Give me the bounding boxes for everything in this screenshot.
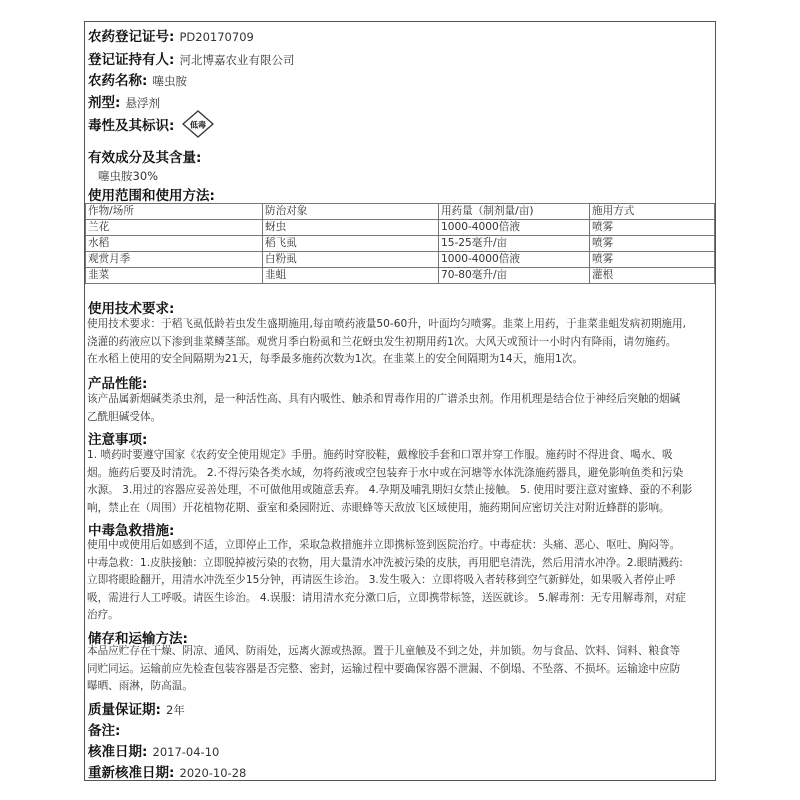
firstaid-text (87, 537, 713, 625)
text-line: 1. 喷药时要遵守国家《农药安全使用规定》手册。施药时穿胶鞋，戴橡胶手套和口罩并穿工作服。施药时不得进食、喝水、吸 (87, 449, 673, 461)
notes-row (88, 428, 712, 448)
warranty-value: 2年 (166, 703, 185, 717)
table-cell: 韭蛆 (263, 268, 439, 284)
ingredient-row (88, 146, 712, 166)
text-line: 水源。 3.用过的容器应妥善处理，不可做他用或随意丢弃。 4.孕期及哺乳期妇女禁止接触。 5. 使用时要注意对蜜蜂、蚕的不利影 (87, 484, 693, 497)
performance-text (87, 391, 713, 426)
table-cell: 韭菜 (86, 268, 263, 284)
reapproval-row (88, 761, 712, 781)
reapproval-date: 2020-10-28 (179, 766, 247, 780)
tech-label: 使用技术要求: (88, 301, 175, 317)
text-line: 立即将眼睑翻开，用清水冲洗至少15分钟，再请医生诊治。 3.发生吸入：立即将吸入者转移到空气新鲜处，如果吸入者停止呼 (87, 574, 676, 587)
table-cell: 喷雾 (590, 220, 715, 236)
text-line: 该产品属新烟碱类杀虫剂，是一种活性高、具有内吸性、触杀和胃毒作用的广谱杀虫剂。作用机理是结合位于神经后突触的烟碱 (87, 393, 681, 405)
table-row (86, 220, 715, 236)
table-cell: 蚜虫 (263, 220, 439, 236)
reg-no-value: PD20170709 (179, 30, 254, 44)
holder-row (88, 48, 712, 68)
tech-row (88, 297, 712, 317)
name-value: 噻虫胺 (152, 74, 187, 88)
reg-no-row (88, 25, 712, 45)
reg-no-label: 农药登记证号: (88, 29, 175, 45)
table-cell: 稻飞虱 (263, 236, 439, 252)
text-line: 治疗。 (87, 609, 119, 622)
form-value: 悬浮剂 (125, 96, 160, 110)
text-line: 使用中或使用后如感到不适，立即停止工作，采取急救措施并立即携标签到医院治疗。中毒症状：头痛、恶心、呕吐、胸闷等。 (87, 539, 681, 551)
remarks-label: 备注: (88, 723, 121, 739)
ingredient-value: 噻虫胺30% (98, 169, 159, 183)
text-line: 烟。施药后要及时清洗。 2.不得污染各类水域，勿将药液或空包装弃于水中或在河塘等水体洗涤施药器具，避免影响鱼类和污染 (87, 466, 684, 479)
table-cell: 1000-4000倍液 (439, 252, 590, 268)
table-cell: 1000-4000倍液 (439, 220, 590, 236)
toxicity-badge-text: 低毒 (190, 120, 206, 130)
notes-label: 注意事项: (88, 432, 148, 448)
firstaid-label: 中毒急救措施: (88, 523, 175, 539)
table-cell: 喷雾 (590, 236, 715, 252)
name-row (88, 69, 712, 89)
table-cell: 观赏月季 (86, 252, 263, 268)
text-line: 中毒急救：1.皮肤接触：立即脱掉被污染的衣物，用大量清水冲洗被污染的皮肤，再用肥皂清洗，然后用清水冲净。2.眼睛溅药: (87, 556, 683, 569)
toxicity-label: 毒性及其标识: (88, 118, 175, 134)
table-cell: 15-25毫升/亩 (439, 236, 590, 252)
performance-label: 产品性能: (88, 376, 148, 392)
warranty-label: 质量保证期: (88, 702, 161, 718)
text-line: 同贮同运。运输前应先检查包装容器是否完整、密封，运输过程中要确保容器不泄漏、不倒塌、不坠落、不损坏。运输途中应防 (87, 662, 681, 675)
ingredient-label: 有效成分及其含量: (88, 150, 202, 166)
approval-date: 2017-04-10 (152, 745, 220, 759)
approval-row (88, 740, 712, 760)
registration-document (84, 21, 716, 781)
remarks-row (88, 719, 712, 739)
usage-row (88, 184, 712, 204)
table-cell: 灌根 (590, 268, 715, 284)
table-cell: 水稻 (86, 236, 263, 252)
usage-label: 使用范围和使用方法: (88, 188, 215, 204)
ingredient-value-row (98, 165, 712, 184)
text-line: 使用技术要求：于稻飞虱低龄若虫发生盛期施用,每亩喷药液量50-60升，叶面均匀喷雾。韭菜上用药，于韭菜韭蛆发病初期施用, (87, 318, 686, 330)
holder-label: 登记证持有人: (88, 52, 175, 68)
reapproval-label: 重新核准日期: (88, 765, 175, 781)
notes-text (87, 447, 713, 517)
table-header-cell: 施用方式 (590, 204, 715, 220)
table-header-cell: 作物/场所 (86, 204, 263, 220)
table-header-cell: 用药量（制剂量/亩) (439, 204, 590, 220)
table-cell: 喷雾 (590, 252, 715, 268)
table-cell: 兰花 (86, 220, 263, 236)
table-row (86, 268, 715, 284)
usage-table (85, 203, 715, 284)
storage-text (87, 643, 713, 696)
table-row (86, 252, 715, 268)
tech-text (87, 316, 713, 369)
text-line: 吸，需进行人工呼吸。请医生诊治。 4.误服：请用清水充分漱口后，立即携带标签，送医就诊。 5.解毒剂：无专用解毒剂，对症 (87, 591, 687, 604)
holder-value: 河北博嘉农业有限公司 (179, 53, 295, 67)
table-cell: 白粉虱 (263, 252, 439, 268)
storage-label: 储存和运输方法: (88, 631, 188, 647)
firstaid-row (88, 519, 712, 539)
performance-row (88, 372, 712, 392)
text-line: 响，禁止在（周围）开花植物花期、蚕室和桑园附近、赤眼蜂等天敌放飞区域使用，施药期间应密切关注对附近蜂群的影响。 (87, 501, 670, 514)
text-line: 浇灌的药液应以下渗到韭菜鳞茎部。观赏月季白粉虱和兰花蚜虫发生初期用药1次。大风天或预计一小时内有降雨，请勿施药。 (87, 335, 677, 348)
text-line: 本品应贮存在干燥、阴凉、通风、防雨处，远离火源或热源。置于儿童触及不到之处，并加锁。勿与食品、饮料、饲料、粮食等 (87, 645, 681, 657)
form-row (88, 91, 712, 111)
text-line: 乙酰胆碱受体。 (87, 410, 162, 423)
text-line: 在水稻上使用的安全间隔期为21天，每季最多施药次数为1次。在韭菜上的安全间隔期为14天，施用1次。 (87, 353, 583, 366)
approval-label: 核准日期: (88, 744, 148, 760)
table-header-row (86, 204, 715, 220)
table-row (86, 236, 715, 252)
warranty-row (88, 698, 712, 718)
name-label: 农药名称: (88, 73, 148, 89)
table-header-cell: 防治对象 (263, 204, 439, 220)
table-cell: 70-80毫升/亩 (439, 268, 590, 284)
text-line: 曝晒、雨淋，防高温。 (87, 680, 193, 693)
low-toxicity-icon (182, 110, 214, 138)
form-label: 剂型: (88, 95, 121, 111)
